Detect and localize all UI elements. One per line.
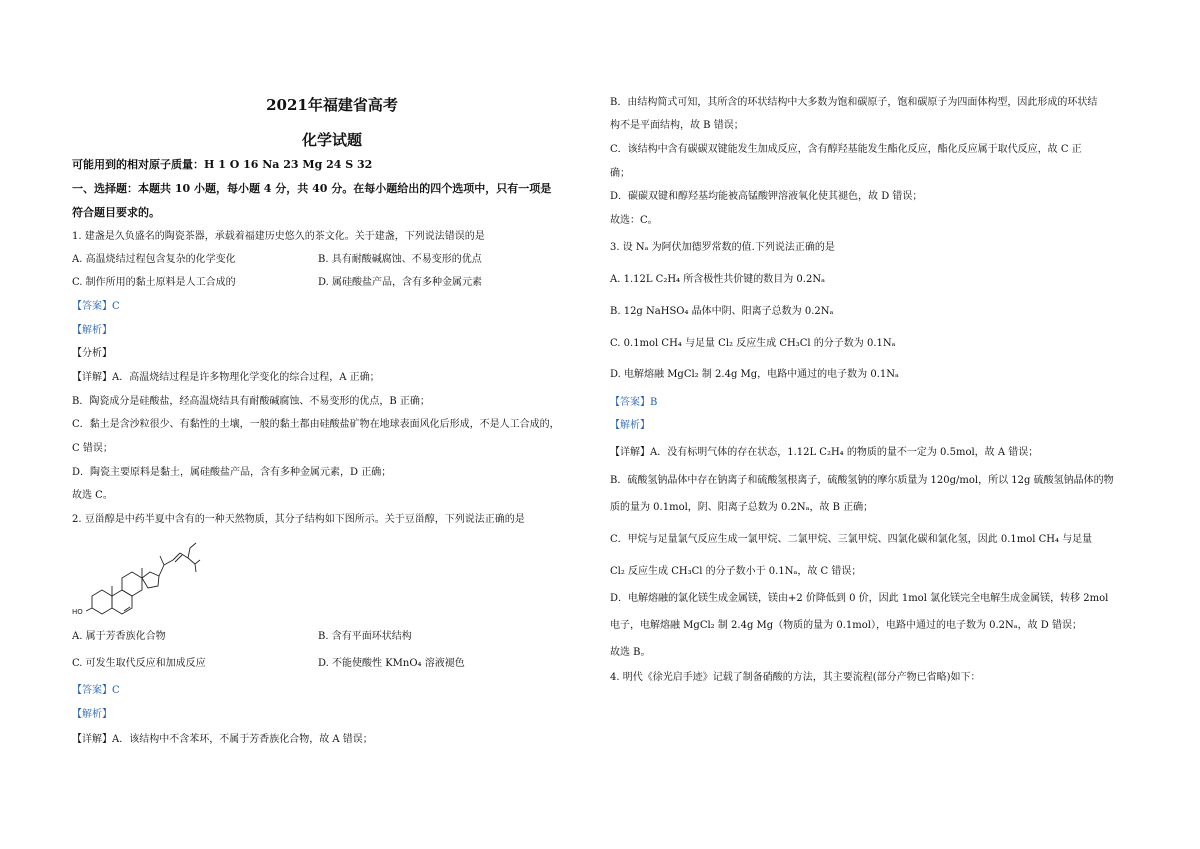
explanation-line: 【详解】A．高温烧结过程是许多物理化学变化的综合过程，A 正确；	[72, 372, 380, 383]
explanation-line: C 错误；	[72, 443, 113, 454]
explanation-line: C．该结构中含有碳碳双键能发生加成反应，含有醇羟基能发生酯化反应，酯化反应属于取代反应，故 C 正	[610, 144, 1082, 155]
explanation-line: D．碳碳双键和醇羟基均能被高锰酸钾溶液氧化使其褪色，故 D 错误；	[610, 191, 923, 202]
explanation-line: C．甲烷与足量氯气反应生成一氯甲烷、二氯甲烷、三氯甲烷、四氯化碳和氯化氢，因此 0.1mol CH₄ 与足量	[610, 534, 1093, 545]
fenxi-tag: 【分析】	[72, 348, 112, 359]
atomic-masses: 可能用到的相对原子质量：H 1 O 16 Na 23 Mg 24 S 32	[72, 158, 373, 171]
question-4-stem: 4. 明代《徐光启手迹》记载了制备硝酸的方法，其主要流程(部分产物已省略)如下：	[610, 672, 981, 683]
option-c: C. 可发生取代反应和加成反应	[72, 658, 206, 669]
analysis-tag: 【解析】	[72, 709, 112, 720]
section-heading-cont: 符合题目要求的。	[72, 206, 160, 219]
stigmasterol-structure-image	[72, 538, 202, 618]
question-2-stem: 2. 豆甾醇是中药半夏中含有的一种天然物质，其分子结构如下图所示。关于豆甾醇，下列说法正确的是	[72, 514, 525, 525]
option-a: A. 高温烧结过程包含复杂的化学变化	[72, 254, 236, 265]
option-a: A. 1.12L C₂H₄ 所含极性共价键的数目为 0.2Nₐ	[610, 274, 825, 285]
explanation-line: 确；	[610, 168, 630, 179]
explanation-line: Cl₂ 反应生成 CH₃Cl 的分子数小于 0.1Nₐ，故 C 错误；	[610, 566, 862, 577]
explanation-line: 【详解】A．没有标明气体的存在状态，1.12L C₂H₄ 的物质的量不一定为 0.5mol，故 A 错误；	[610, 447, 1039, 458]
explanation-line: 质的量为 0.1mol，阴、阳离子总数为 0.2Nₐ，故 B 正确；	[610, 502, 874, 513]
explanation-line: B．由结构简式可知，其所含的环状结构中大多数为饱和碳原子，饱和碳原子为四面体构型，因此形成的环状结	[610, 97, 1098, 108]
page-title: 2021年福建省高考	[266, 96, 398, 114]
answer-tag: 【答案】B	[610, 397, 658, 408]
explanation-line: B．硫酸氢钠晶体中存在钠离子和硫酸氢根离子，硫酸氢钠的摩尔质量为 120g/mol，所以 12g 硫酸氢钠晶体的物	[610, 475, 1114, 486]
explanation-line: C．黏土是含沙粒很少、有黏性的土壤，一般的黏土都由硅酸盐矿物在地球表面风化后形成，不是人工合成的，	[72, 419, 560, 430]
option-b: B. 12g NaHSO₄ 晶体中阴、阳离子总数为 0.2Nₐ	[610, 306, 834, 317]
option-b: B. 具有耐酸碱腐蚀、不易变形的优点	[318, 254, 482, 265]
option-d: D. 属硅酸盐产品，含有多种金属元素	[318, 277, 483, 288]
question-1-stem: 1. 建盏是久负盛名的陶瓷茶器，承载着福建历史悠久的茶文化。关于建盏，下列说法错误的是	[72, 231, 485, 242]
explanation-line: D．陶瓷主要原料是黏土，属硅酸盐产品，含有多种金属元素，D 正确；	[72, 467, 392, 478]
answer-tag: 【答案】C	[72, 301, 120, 312]
section-heading: 一、选择题：本题共 10 小题，每小题 4 分，共 40 分。在每小题给出的四个选项中，只有一项是	[72, 182, 552, 195]
page-subtitle: 化学试题	[301, 131, 362, 149]
analysis-tag: 【解析】	[610, 420, 650, 431]
question-3-stem: 3. 设 Nₐ 为阿伏加德罗常数的值.下列说法正确的是	[610, 242, 835, 253]
conclusion: 故选 C。	[72, 490, 113, 501]
option-a: A. 属于芳香族化合物	[72, 631, 166, 642]
conclusion: 故选：C。	[610, 215, 658, 226]
analysis-tag: 【解析】	[72, 325, 112, 336]
option-b: B. 含有平面环状结构	[318, 631, 412, 642]
ho-label: HO	[72, 608, 83, 616]
explanation-line: 【详解】A．该结构中不含苯环，不属于芳香族化合物，故 A 错误；	[72, 734, 373, 745]
conclusion: 故选 B。	[610, 647, 651, 658]
explanation-line: 电子，电解熔融 MgCl₂ 制 2.4g Mg（物质的量为 0.1mol），电路中通过的电子数为 0.2Nₐ，故 D 错误；	[610, 620, 1083, 631]
option-c: C. 0.1mol CH₄ 与足量 Cl₂ 反应生成 CH₃Cl 的分子数为 0.1Nₐ	[610, 338, 896, 349]
option-d: D. 不能使酸性 KMnO₄ 溶液褪色	[318, 658, 465, 669]
answer-tag: 【答案】C	[72, 685, 120, 696]
option-c: C. 制作所用的黏土原料是人工合成的	[72, 277, 236, 288]
option-d: D. 电解熔融 MgCl₂ 制 2.4g Mg，电路中通过的电子数为 0.1Nₐ	[610, 369, 899, 380]
explanation-line: 构不是平面结构，故 B 错误；	[610, 120, 744, 131]
explanation-line: D．电解熔融的氯化镁生成金属镁，镁由+2 价降低到 0 价，因此 1mol 氯化镁完全电解生成金属镁，转移 2mol	[610, 593, 1109, 604]
explanation-line: B．陶瓷成分是硅酸盐，经高温烧结具有耐酸碱腐蚀、不易变形的优点，B 正确；	[72, 396, 430, 407]
